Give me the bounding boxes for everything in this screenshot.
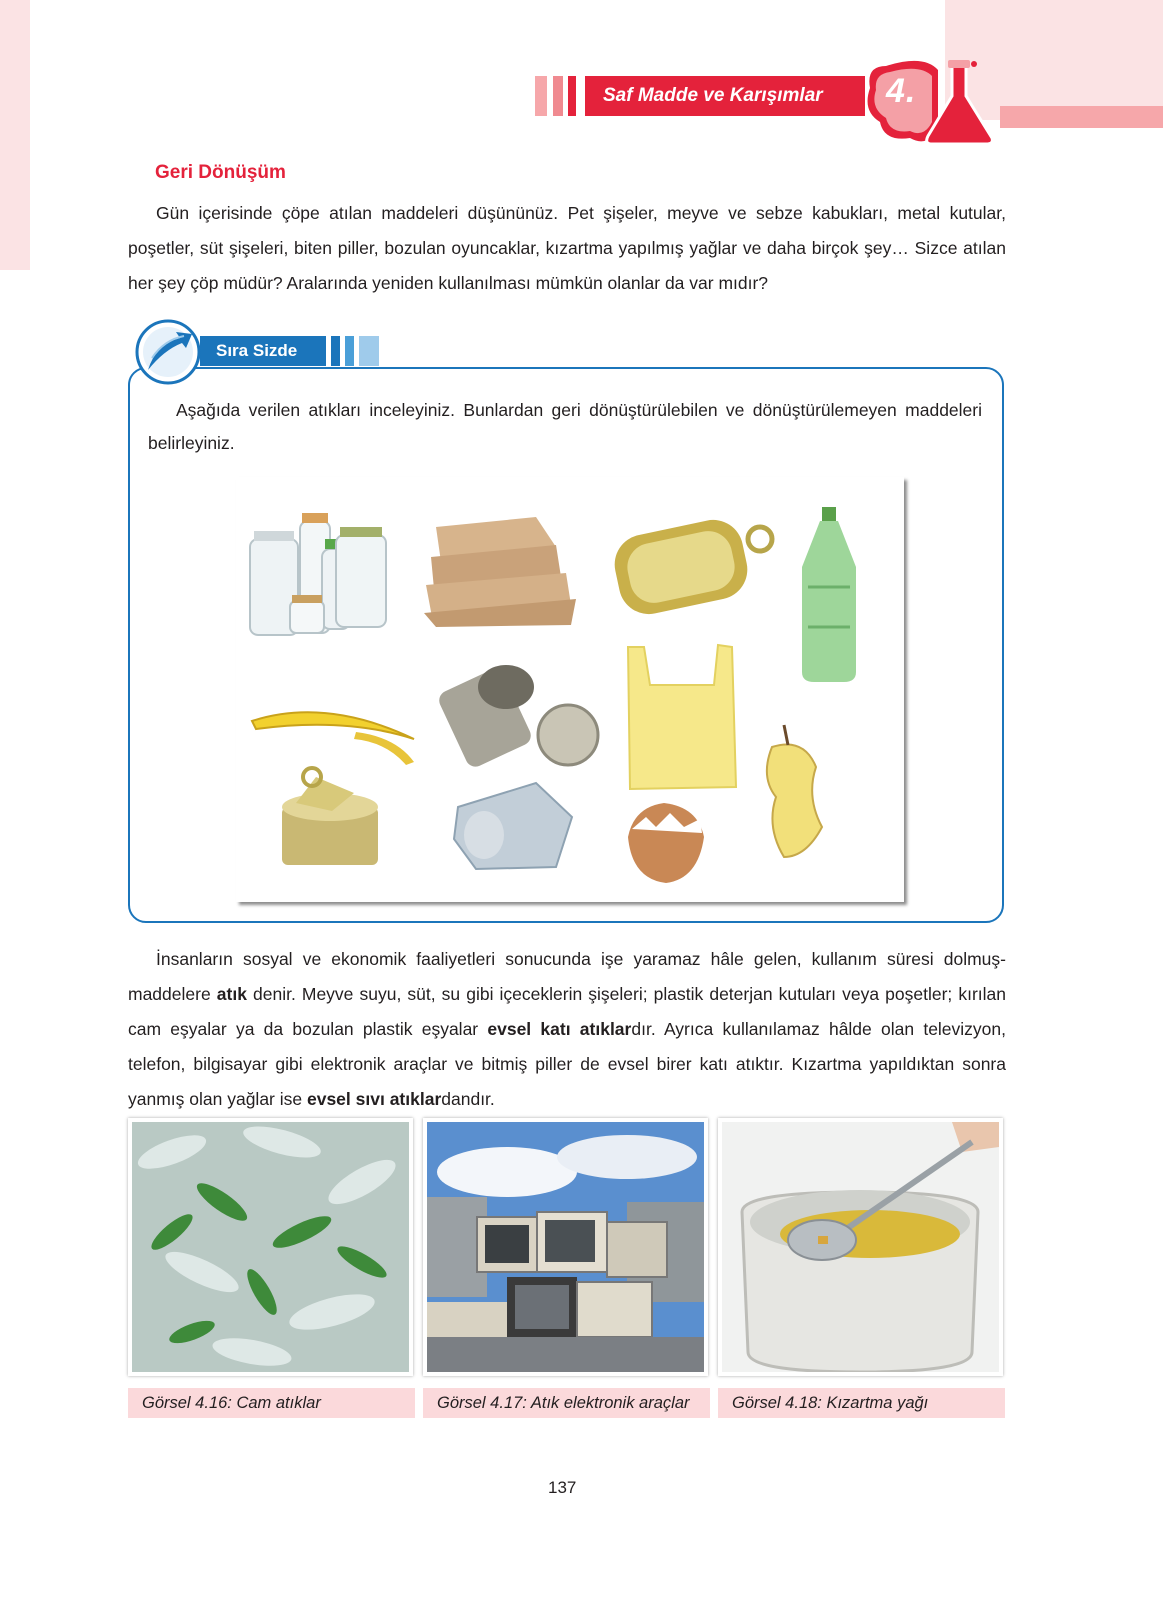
header-decoration-line xyxy=(1000,106,1163,128)
tuna-can-image xyxy=(282,768,378,865)
page-number: 137 xyxy=(548,1478,577,1497)
header-bar xyxy=(568,76,576,116)
apple-core-image xyxy=(767,725,822,857)
plastic-bottle-image xyxy=(802,507,856,682)
term-evsel-sivi-atiklar: evsel sıvı atıklar xyxy=(306,1089,442,1109)
activity-label: Sıra Sizde xyxy=(200,336,326,366)
plastic-bag-image xyxy=(628,645,736,789)
figure-caption: Görsel 4.17: Atık elektronik araçlar xyxy=(423,1388,710,1418)
electronic-waste-photo xyxy=(423,1118,708,1376)
activity-bar xyxy=(345,336,354,366)
metal-can-image xyxy=(436,665,598,770)
eggshell-image xyxy=(628,803,704,883)
header-bar xyxy=(535,76,547,116)
term-atik: atık xyxy=(216,984,247,1004)
header-bar xyxy=(553,76,563,116)
body-text: İnsanların sosyal ve ekonomik faaliyetleri sonucunda işe yaramaz hâle gelen, kullanım süresi dolmuş-maddelere xyxy=(128,949,1006,1004)
chapter-number: 4. xyxy=(886,72,917,110)
body-text: denir. Meyve suyu, süt, su gibi içeceklerin şişeleri; plastik deterjan kutuları veya poşetler; kırılan cam eşyalar ya da bozulan plastik eşyalar xyxy=(128,984,1006,1039)
term-evsel-kati-atiklar: evsel katı atıklar xyxy=(487,1019,632,1039)
section-heading: Geri Dönüşüm xyxy=(155,162,286,183)
figure-caption: Görsel 4.16: Cam atıklar xyxy=(128,1388,415,1418)
activity-instruction: Aşağıda verilen atıkları inceleyiniz. Bunlardan geri dönüştürülebilen ve dönüştürülemeyen maddeleri belirleyiniz. xyxy=(148,400,982,453)
glass-jars-image xyxy=(250,513,386,635)
arrow-badge-icon xyxy=(134,318,202,386)
sardine-tin-image xyxy=(609,514,772,619)
figure-caption: Görsel 4.18: Kızartma yağı xyxy=(718,1388,1005,1418)
intro-paragraph: Gün içerisinde çöpe atılan maddeleri düşününüz. Pet şişeler, meyve ve sebze kabukları, metal kutular, poşetler, süt şişeleri, biten piller, bozulan oyuncaklar, kızartma yapılmış yağlar ve daha birçok şey… Sizce atılan her şey çöp müdür? Aralarında yeniden kullanılması mümkün olanlar da var mıdır? xyxy=(128,203,1006,293)
body-text: dandır. xyxy=(441,1089,495,1109)
activity-bar xyxy=(359,336,379,366)
side-decoration-strip xyxy=(0,0,30,270)
crushed-can-image xyxy=(454,783,572,869)
body-paragraph xyxy=(128,942,1006,1117)
cardboard-image xyxy=(424,517,576,627)
body-text: dır. Ayrıca kullanılamaz hâlde olan televizyon, telefon, bilgisayar gibi elektronik araçlar ve bitmiş piller de evsel birer katı atıktır. Kızartma yapıldıktan sonra yanmış olan yağlar ise xyxy=(128,1019,1007,1109)
frying-oil-photo xyxy=(718,1118,1003,1376)
activity-bar xyxy=(331,336,340,366)
glass-waste-photo xyxy=(128,1118,413,1376)
chapter-title: Saf Madde ve Karışımlar xyxy=(585,76,865,116)
waste-items-image xyxy=(236,477,904,902)
banana-peel-image xyxy=(252,712,414,765)
